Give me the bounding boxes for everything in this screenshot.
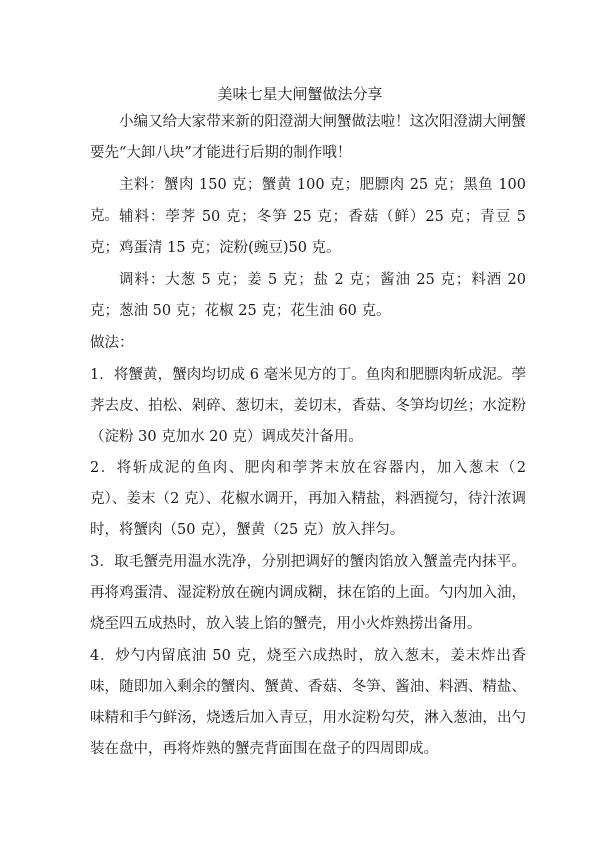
step-1: 1．将蟹黄，蟹肉均切成 6 毫米见方的丁。鱼肉和肥膘肉斩成泥。荸荠去皮、拍松、剁碎、葱切末，姜切末，香菇、冬笋均切丝；水淀粉（淀粉 30 克加水 20 克）调成芡汁备用。 [90, 367, 526, 445]
main-ingredients: 主料：蟹肉 150 克；蟹黄 100 克；肥膘肉 25 克；黑鱼 100 克。 [90, 177, 526, 224]
seasonings: 调料：大葱 5 克；姜 5 克；盐 2 克；酱油 25 克；料酒 20 克；葱油 50 克；花椒 25 克；花生油 60 克。 [90, 272, 526, 319]
step-2: 2．将斩成泥的鱼肉、肥肉和荸荠末放在容器内，加入葱末（2 克）、姜末（2 克）、花椒水调开，再加入精盐，料酒搅匀，待汁浓调时，将蟹肉（50 克），蟹黄（25 克）放入拌匀。 [90, 460, 526, 538]
document-title: 美味七星大闸蟹做法分享 [217, 85, 383, 103]
auxiliary-ingredients: 辅料：荸荠 50 克；冬笋 25 克；香菇（鲜）25 克；青豆 5 克；鸡蛋清 15 克；淀粉(豌豆)50 克。 [90, 209, 526, 256]
method-heading: 做法： [90, 335, 134, 351]
intro-paragraph: 小编又给大家带来新的阳澄湖大闸蟹做法啦！这次阳澄湖大闸蟹要先“大卸八块”才能进行后期的制作哦！ [90, 114, 526, 161]
step-4: 4．炒勺内留底油 50 克，烧至六成热时，放入葱末，姜末炸出香味，随即加入剩余的蟹肉、蟹黄、香菇、冬笋、酱油、料酒、精盐、味精和手勺鲜汤，烧透后加入青豆，用水淀粉勾芡，淋入葱油，出勺装在盘中，再将炸熟的蟹壳背面围在盘子的四周即成。 [90, 648, 526, 757]
step-3: 3．取毛蟹壳用温水洗净，分别把调好的蟹肉馅放入蟹盖壳内抹平。再将鸡蛋清、湿淀粉放在碗内调成糊，抹在馅的上面。勺内加入油，烧至四五成热时，放入装上馅的蟹壳，用小火炸熟捞出备用。 [90, 554, 526, 632]
